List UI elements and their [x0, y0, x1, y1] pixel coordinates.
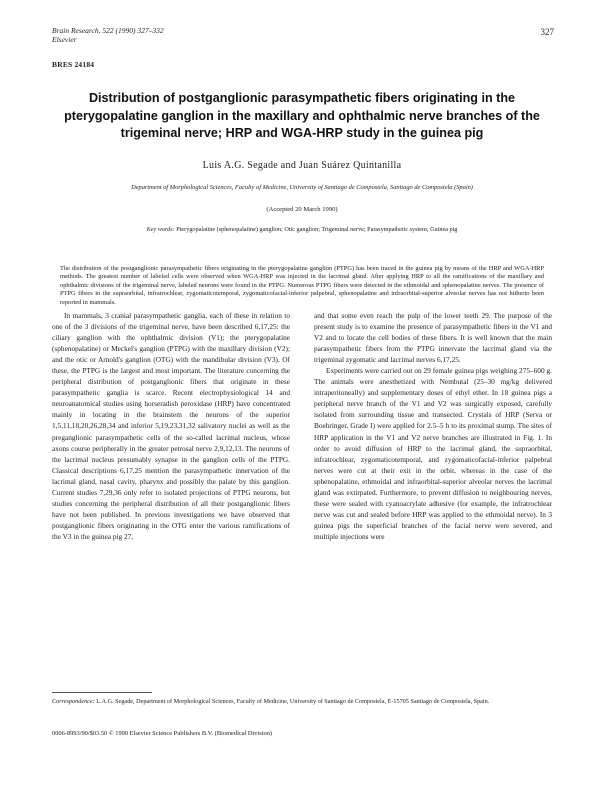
accepted-date: (Accepted 20 March 1990)	[266, 206, 338, 213]
keywords	[46, 226, 558, 233]
correspondence-text: L.A.G. Segade, Department of Morphological Sciences, Faculty of Medicine, University of Santiago de Compostela, E-15705 Santiago de Compostela, Spain.	[96, 698, 490, 705]
journal-citation	[52, 26, 252, 44]
footnote-divider	[52, 692, 152, 693]
correspondence-label: Correspondence:	[52, 698, 95, 705]
body-paragraph: and that some even reach the pulp of the lower teeth 29. The purpose of the present study is to examine the presence of parasympathetic fibers in the V1 and V2 and to locate the cell bodies of these fibers. It is well known that the main parasympathetic fibers from the PTPG innervate the lacrimal gland via the trigeminal zygomatic and lacrimal nerves 6,17,25.	[314, 311, 552, 365]
correspondence-note	[52, 698, 552, 706]
body-paragraph: In mammals, 3 cranial parasympathetic ganglia, each of these in relation to one of the 3 divisions of the trigeminal nerve, have been described 6,17,25: the ciliary ganglion with the ophthalmic division (V1); the pterygopalatine (sphenopalatine) or Meckel's ganglion (PTPG) with the maxillary division (V2); and the otic or Arnold's ganglion (OTG) with the mandibular division (V3). Of these, the PTPG is the largest and most important. The literature concerning the peripheral distribution of postganglionic fibers that originate in these parasympathetic ganglia is scarce. Recent electrophysiological 14 and neuroanatomical studies using horseradish peroxidase (HRP) have concentrated mainly in locating in the brainstem the neurons of the superior 1,5,11,18,20,26,28,34 and inferior 5,19,23,31,32 salivatory nuclei as well as the preganglionic parasympathetic cells of the so-called lacrimal nucleus, whose axons course peripherally in the greater petrosal nerve 2,9,12,13. The neurons of the lacrimal nucleus presumably synapse in the ganglion cells of the PTPG. Classical descriptions 6,17,25 mention the parasympathetic innervation of the lacrimal gland, nasal cavity, pharynx and possibly the palate by this ganglion. Current studies 7,29,36 only refer to isolated projections of PTPG neurons, but studies concerning the peripheral distribution of all their postganglionic fibers have not been published. In previous investigations we have observed that postganglionic fibers originating in the OTG enter the various ramifications of the V3 in the guinea pig 27,	[52, 311, 290, 541]
keywords-label: Key words:	[146, 226, 175, 233]
abstract: The distribution of the postganglionic parasympathetic fibers originating in the pterygopalatine ganglion (PTPG) has been traced in the guinea pig by means of the HRP and WGA-HRP methods. The greatest number of labeled cells were observed when WGA-HRP was injected in the lacrimal gland. After applying HRP to all the ramifications of the maxillary and ophthalmic divisions of the trigeminal nerve, labeled neurons were found in the PTPG. Numerous PTPG fibers were detected in the ethmoidal and sphenopalatine nerves. The presence of PTPG fibers in the supraorbital, infratrochlear, zygomaticotemporal, zygomaticofacial-inferior palpebral, sphenopalatine and infraorbital-superior alveolar nerves has not hitherto been reported in mammals.	[60, 265, 544, 306]
keywords-text: Pterygopalatine (sphenopalatine) ganglion; Otic ganglion; Trigeminal nerve; Parasympathetic system; Guinea pig	[176, 226, 458, 233]
article-title: Distribution of postganglionic parasympathetic fibers originating in the pterygopalatine ganglion in the maxillary and ophthalmic nerve branches of the trigeminal nerve; HRP and WGA-HRP study in the guinea pig	[64, 91, 540, 140]
author-affiliation: Department of Morphological Sciences, Faculty of Medicine, University of Santiago de Compostela, Santiago de Compostela (Spain)	[131, 184, 473, 191]
copyright-line: 0006-8993/90/$03.50 © 1990 Elsevier Science Publishers B.V. (Biomedical Division)	[52, 730, 273, 737]
body-column-left	[52, 310, 290, 542]
publisher-line: Elsevier	[52, 35, 77, 44]
journal-citation-line: Brain Research, 522 (1990) 327–332	[52, 26, 164, 35]
body-column-right	[314, 310, 552, 542]
article-authors: Luis A.G. Segade and Juan Suárez Quintanilla	[202, 160, 402, 171]
article-code: BRES 24184	[52, 60, 95, 69]
page-number: 327	[540, 27, 554, 37]
body-paragraph: Experiments were carried out on 29 female guinea pigs weighing 275–600 g. The animals were anesthetized with Nembutal (25–30 mg/kg delivered intraperitoneally) and supplementary doses of ethyl ether. In 18 guinea pigs a peripheral nerve branch of the V1 and V2 was surgically exposed, carefully isolated from surrounding tissue and transected. Crystals of HRP (Serva or Boehringer, Grade I) were applied for 2.5–5 h to its proximal stump. The sites of HRP application in the V1 and V2 nerve branches are illustrated in Fig. 1. In order to avoid diffusion of HRP to the lacrimal gland, the supraorbital, infratrochlear, zygomaticotemporal, and zygomaticofacial-inferior palpebral nerves were cut at their exit in the orbit, whereas in the case of the sphenopalatine, ethmoidal and infraorbital-superior alveolar nerves the lacrimal gland was extirpated. Furthermore, to prevent diffusion to neighbouring nerves, these were sealed with cyanoacrylate adhesive (for example, the infratrochlear nerve was cut and sealed before HRP was applied to the ethmoidal nerve). In 3 guinea pigs the superficial branches of the facial nerve were severed, and multiple injections were	[314, 366, 552, 541]
